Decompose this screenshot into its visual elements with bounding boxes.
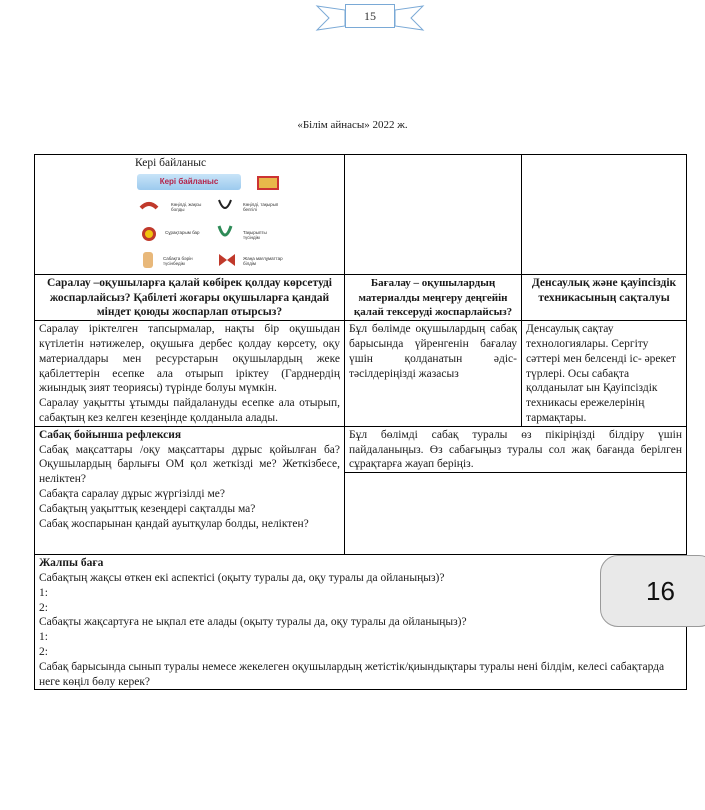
reflection-question: Сабақ жоспарынан қандай ауытқулар болды, неліктен? [39, 517, 309, 530]
empty-cell [522, 155, 687, 275]
differentiation-header: Саралау –оқушыларға қалай көбірек қолдау көрсетуді жоспарлайсыз? Қабілеті жоғары оқушыларға қандай міндет қоюды жоспарлап отырсыз? [35, 274, 345, 320]
lesson-plan-table [34, 154, 687, 690]
reflection-question: Сабақтың уақыттық кезеңдері сақталды ма? [39, 502, 256, 515]
feedback-item: Сұрақтарым бар [165, 229, 200, 235]
page-tab-16[interactable] [600, 555, 705, 627]
general-assessment-cell [35, 555, 687, 690]
differentiation-text: Саралау іріктелген тапсырмалар, нақты бір оқушыдан күтілетін нәтижелер, оқушыға дербес қолдау көрсету, оқу материалдары мен ресурстарын оқушылардың жеке қабілеттерін есепке ала отырып іріктеу (Гарднердің жиындық зият теориясы) түрінде болуы мүмкін. [39, 323, 340, 395]
reflection-cell [35, 426, 345, 554]
reflection-answer-cell [345, 473, 687, 555]
general-question: Сабақ барысында сынып туралы немесе жекелеген оқушылардың жетістік/қиындықтары туралы нені білдім, келесі сабақтарда неге көңіл бөлу керек? [39, 660, 665, 688]
general-title: Жалпы баға [39, 557, 104, 570]
reflection-notes-cell: Бұл бөлімді сабақ туралы өз пікіріңізді білдіру үшін пайдаланыңыз. Өз сабағыңыз туралы сол жақ бағанда берілген сұрақтарға жауап беріңіз. [345, 426, 687, 472]
answer-line: 1: [39, 631, 48, 644]
differentiation-text-2: Саралау уақытты ұтымды пайдалануды есепке ала отырып, сабақтың кез келген кезеңінде қолданыла алады. [39, 397, 340, 424]
answer-line: 2: [39, 645, 48, 658]
page-tab-number: 16 [646, 576, 675, 606]
feedback-item: Тақырыпты түсіндім [243, 229, 267, 240]
general-question: Сабақтың жақсы өткен екі аспектісі (оқыту туралы да, оқу туралы да ойланыңыз)? [39, 571, 445, 584]
feedback-item: Көңілді, тақырып белгілі [243, 201, 279, 212]
differentiation-cell [35, 321, 345, 427]
feedback-image [135, 172, 287, 274]
reflection-question: Сабақ мақсаттары /оқу мақсаттары дұрыс қойылған ба? Оқушылардың барлығы ОМ қол жеткізді ме? Жеткізбесе, неліктен? [39, 443, 340, 486]
feedback-item: Сабақта бәрін түсінбедім [163, 255, 193, 266]
assessment-cell: Бұл бөлімде оқушылардың сабақ барысында үйренгенін бағалау үшін қолданатын әдіс-тәсілдеріңізді жазасыз [345, 321, 522, 427]
reflection-question: Сабақта саралау дұрыс жүргізілді ме? [39, 487, 225, 500]
health-safety-cell: Денсаулық сақтау технологиялары. Сергіту сәттері мен белсенді іс- әрекет түрлері. Осы сабақта қолданылат ын Қауіпсіздік техникасы ережелерінің тармақтары. [522, 321, 687, 427]
page-number: 15 [345, 4, 395, 28]
feedback-image-title: Кері байланыс [137, 174, 241, 190]
general-question: Сабақты жақсартуға не ықпал ете алады (оқыту туралы да, оқу туралы да ойланыңыз)? [39, 616, 467, 629]
answer-line: 1: [39, 586, 48, 599]
feedback-cell [35, 155, 345, 275]
page-number-badge [315, 0, 425, 34]
feedback-heading: Кері байланыс [135, 157, 207, 169]
feedback-item: Көңілді, жақсы болды [171, 201, 202, 212]
health-safety-header: Денсаулық және қауіпсіздік техникасының сақталуы [522, 274, 687, 320]
feedback-item: Жаңа мағлұматтар білдім [243, 255, 283, 266]
reflection-title: Сабақ бойынша рефлексия [39, 428, 182, 441]
answer-line: 2: [39, 601, 48, 614]
journal-header: «Білім айнасы» 2022 ж. [297, 119, 408, 131]
empty-cell [345, 155, 522, 275]
assessment-header: Бағалау – оқушылардың материалды меңгеру деңгейін қалай тексеруді жоспарлайсыз? [345, 274, 522, 320]
